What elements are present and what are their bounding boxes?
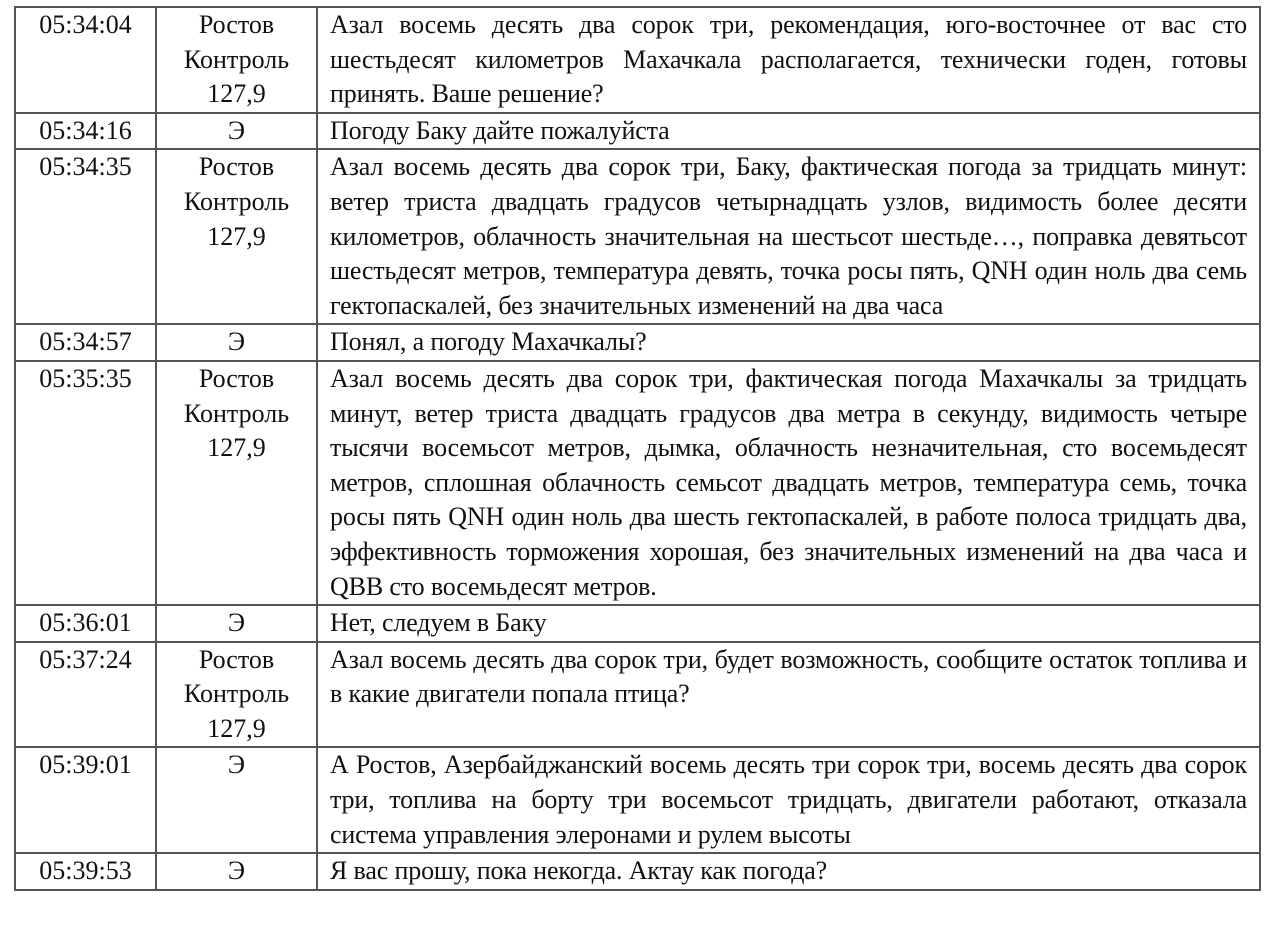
speaker-line: 127,9 xyxy=(207,433,266,463)
table-row xyxy=(15,113,1260,150)
speaker-line: Ростов xyxy=(198,363,275,393)
speaker-line: Контроль xyxy=(183,679,290,709)
row-message: Азал восемь десять два сорок три, будет возможность, сообщите остаток топлива и в какие двигатели попала птица? xyxy=(317,642,1260,748)
row-time: 05:39:53 xyxy=(15,853,156,890)
row-time: 05:34:16 xyxy=(15,113,156,150)
table-row xyxy=(15,324,1260,361)
speaker-line: Контроль xyxy=(183,44,290,74)
table-row xyxy=(15,747,1260,853)
speaker-line: 127,9 xyxy=(207,221,266,251)
row-speaker xyxy=(156,149,317,324)
row-speaker xyxy=(156,642,317,748)
row-time: 05:34:04 xyxy=(15,7,156,113)
row-time: 05:39:01 xyxy=(15,747,156,853)
row-message: Азал восемь десять два сорок три, фактическая погода Махачкалы за тридцать минут, ветер триста двадцать градусов два метра в секунду, видимость четыре тысячи восемьсот метров, дымка, облачность незначительная, сто восемьдесят метров, сплошная облачность семьсот двадцать метров, температура семь, точка росы пять QNH один ноль два шесть гектопаскалей, в работе полоса тридцать два, эффективность торможения хорошая, без значительных изменений на два часа и QBB сто восемьдесят метров. xyxy=(317,361,1260,605)
row-time: 05:34:35 xyxy=(15,149,156,324)
row-message: Азал восемь десять два сорок три, Баку, фактическая погода за тридцать минут: ветер триста двадцать градусов четырнадцать узлов, видимость более десяти километров, облачность значительная на шестьсот шестьде…, поправка девятьсот шестьдесят метров, температура девять, точка росы пять, QNH один ноль два семь гектопаскалей, без значительных изменений на два часа xyxy=(317,149,1260,324)
speaker-line: Э xyxy=(227,608,246,638)
row-message: А Ростов, Азербайджанский восемь десять три сорок три, восемь десять два сорок три, топлива на борту три восемьсот тридцать, двигатели работают, отказала система управления элеронами и рулем высоты xyxy=(317,747,1260,853)
speaker-line: Э xyxy=(227,115,246,145)
speaker-line: Э xyxy=(227,750,246,780)
row-speaker xyxy=(156,7,317,113)
row-speaker xyxy=(156,747,317,853)
row-speaker xyxy=(156,605,317,642)
transcript-table xyxy=(14,6,1261,891)
speaker-line: Контроль xyxy=(183,186,290,216)
table-row xyxy=(15,7,1260,113)
transcript-rows xyxy=(15,7,1260,890)
row-message: Понял, а погоду Махачкалы? xyxy=(317,324,1260,361)
row-message: Погоду Баку дайте пожалуйста xyxy=(317,113,1260,150)
row-speaker xyxy=(156,324,317,361)
row-speaker xyxy=(156,113,317,150)
table-row xyxy=(15,853,1260,890)
speaker-line: Ростов xyxy=(198,152,275,182)
speaker-line: Ростов xyxy=(198,644,275,674)
speaker-line: Э xyxy=(227,856,246,886)
row-speaker xyxy=(156,361,317,605)
row-time: 05:36:01 xyxy=(15,605,156,642)
row-message: Я вас прошу, пока некогда. Актау как погода? xyxy=(317,853,1260,890)
row-time: 05:34:57 xyxy=(15,324,156,361)
speaker-line: 127,9 xyxy=(207,79,266,109)
speaker-line: 127,9 xyxy=(207,713,266,743)
speaker-line: Ростов xyxy=(198,10,275,39)
table-row xyxy=(15,605,1260,642)
row-message: Азал восемь десять два сорок три, рекомендация, юго-восточнее от вас сто шестьдесят километров Махачкала располагается, технически годен, готовы принять. Ваше решение? xyxy=(317,7,1260,113)
speaker-line: Э xyxy=(227,327,246,357)
speaker-line: Контроль xyxy=(183,398,290,428)
row-time: 05:37:24 xyxy=(15,642,156,748)
table-row xyxy=(15,361,1260,605)
table-row xyxy=(15,642,1260,748)
row-time: 05:35:35 xyxy=(15,361,156,605)
row-message: Нет, следуем в Баку xyxy=(317,605,1260,642)
row-speaker xyxy=(156,853,317,890)
table-row xyxy=(15,149,1260,324)
